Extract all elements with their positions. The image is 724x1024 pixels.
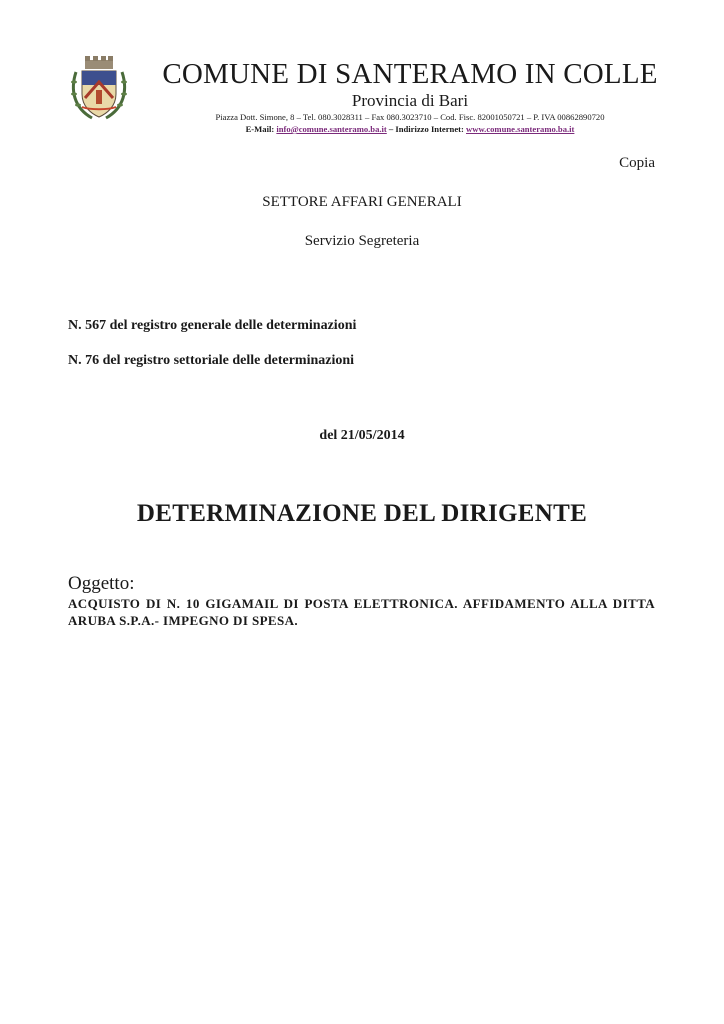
service-heading: Servizio Segreteria [304, 233, 420, 249]
province-name: Provincia di Bari [351, 91, 469, 110]
email-label: E-Mail: [245, 124, 275, 134]
document-date: del 21/05/2014 [319, 428, 405, 443]
sector-heading: SETTORE AFFARI GENERALI [262, 194, 462, 210]
subject-text: ACQUISTO DI N. 10 GIGAMAIL DI POSTA ELETTRONICA. AFFIDAMENTO ALLA DITTA ARUBA S.P.A.- IMPEGNO DI SPESA. [68, 596, 655, 628]
document-title: DETERMINAZIONE DEL DIRIGENTE [136, 500, 588, 527]
general-registry-number: N. 567 del registro generale delle determinazioni [68, 318, 357, 333]
internet-label: – Indirizzo Internet: [386, 124, 464, 134]
copy-label: Copia [619, 155, 655, 171]
website-link[interactable]: www.comune.santeramo.ba.it [466, 124, 575, 134]
subject-label: Oggetto: [68, 573, 135, 594]
contact-line [140, 123, 680, 135]
address-line: Piazza Dott. Simone, 8 – Tel. 080.3028311 – Fax 080.3023710 – Cod. Fisc. 82001050721 – P. IVA 00862890720 [215, 112, 605, 122]
email-link[interactable]: info@comune.santeramo.ba.it [276, 124, 387, 134]
sectoral-registry-number: N. 76 del registro settoriale delle determinazioni [68, 353, 355, 368]
municipal-coat-of-arms-icon [68, 52, 130, 124]
municipality-title: COMUNE DI SANTERAMO IN COLLE [162, 58, 658, 90]
